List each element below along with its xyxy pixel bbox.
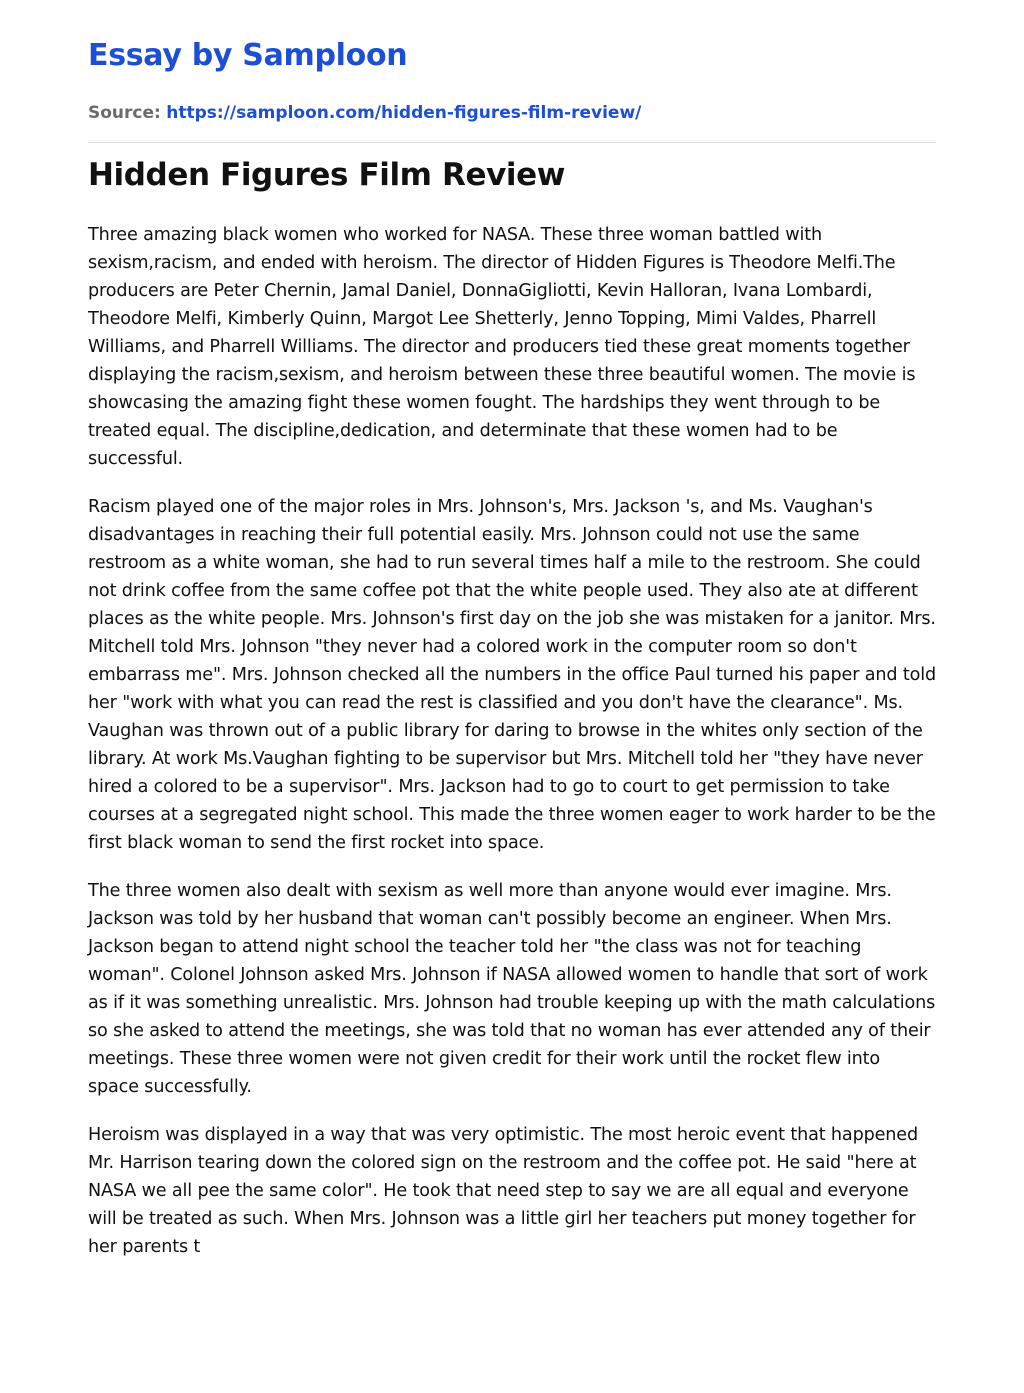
paragraph: The three women also dealt with sexism as well more than anyone would ever imagine. Mrs. Jackson was told by her husband that woman can't possibly become an engineer. When Mrs. Jackson began to attend night school the teacher told her "the class was not for teaching woman". Colonel Johnson asked Mrs. Johnson if NASA allowed women to handle that sort of work as if it was something unrealistic. Mrs. Johnson had trouble keeping up with the math calculations so she asked to attend the meetings, she was told that no woman has ever attended any of their meetings. These three women were not given credit for their work until the rocket flew into space successfully. bbox=[88, 881, 936, 1097]
paragraph: Racism played one of the major roles in Mrs. Johnson's, Mrs. Jackson 's, and Ms. Vaughan's disadvantages in reaching their full potential easily. Mrs. Johnson could not use the same restroom as a white woman, she had to run several times half a mile to the restroom. She could not drink coffee from the same coffee pot that the white people used. They also ate at different places as the white people. Mrs. Johnson's first day on the job she was mistaken for a janitor. Mrs. Mitchell told Mrs. Johnson "they never had a colored work in the computer room so don't embarrass me". Mrs. Johnson checked all the numbers in the office Paul turned his paper and told her "work with what you can read the rest is classified and you don't have the clearance". Ms. Vaughan was thrown out of a public library for daring to browse in the whites only section of the library. At work Ms.Vaughan fighting to be supervisor but Mrs. Mitchell told her "they have never hired a colored to be a supervisor". Mrs. Jackson had to go to court to get permission to take courses at a segregated night school. This made the three women eager to work harder to be the first black woman to send the first rocket into space. bbox=[88, 497, 936, 853]
article-body bbox=[88, 221, 936, 1281]
article-title: Hidden Figures Film Review bbox=[88, 157, 565, 193]
header-divider bbox=[88, 142, 936, 143]
source-line bbox=[88, 101, 641, 125]
source-label: Source: bbox=[88, 103, 161, 123]
site-brand: Essay by Samploon bbox=[88, 38, 408, 73]
paragraph: Three amazing black women who worked for NASA. These three woman battled with sexism,racism, and ended with heroism. The director of Hidden Figures is Theodore Melfi.The producers are Peter Chernin, Jamal Daniel, DonnaGigliotti, Kevin Halloran, Ivana Lombardi, Theodore Melfi, Kimberly Quinn, Margot Lee Shetterly, Jenno Topping, Mimi Valdes, Pharrell Williams, and Pharrell Williams. The director and producers tied these great moments together displaying the racism,sexism, and heroism between these three beautiful women. The movie is showcasing the amazing fight these women fought. The hardships they went through to be treated equal. The discipline,dedication, and determinate that these women had to be successful. bbox=[88, 225, 916, 469]
source-link[interactable]: https://samploon.com/hidden-figures-film-review/ bbox=[166, 103, 642, 123]
paragraph: Heroism was displayed in a way that was very optimistic. The most heroic event that happened Mr. Harrison tearing down the colored sign on the restroom and the coffee pot. He said "here at NASA we all pee the same color". He took that need step to say we are all equal and everyone will be treated as such. When Mrs. Johnson was a little girl her teachers put money together for her parents t bbox=[88, 1125, 918, 1257]
